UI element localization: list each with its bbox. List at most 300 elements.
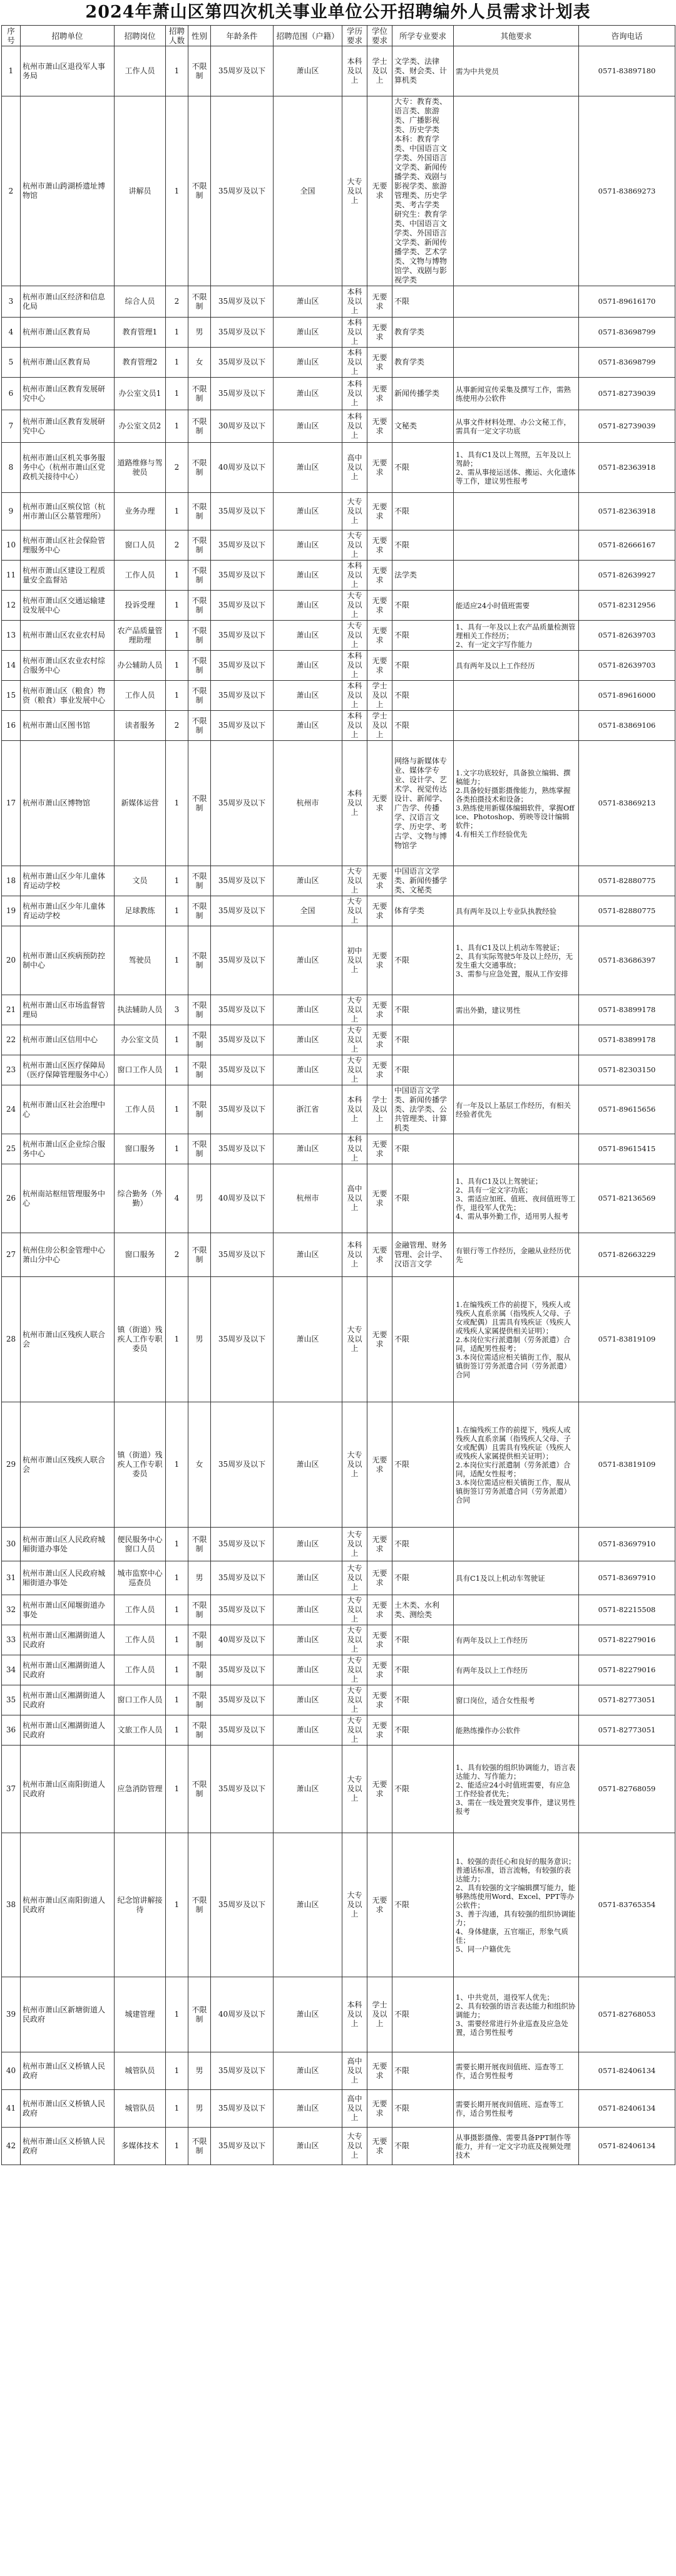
- phone-cell: 0571-83697910: [579, 1561, 675, 1595]
- residency-cell: 萧山区: [274, 591, 342, 621]
- table-row: [2, 621, 675, 651]
- other-requirements-cell: 具有C1及以上机动车驾驶证: [454, 1561, 579, 1595]
- employer-cell: 杭州市萧山区南阳街道人民政府: [21, 1746, 115, 1833]
- table-row: [2, 443, 675, 493]
- other-requirements-cell: 1、具有C1及以上驾照，五年及以上驾龄； 2、需从事接运送体、搬运、火化遗体等工作，建议男性报考: [454, 443, 579, 493]
- residency-cell: 全国: [274, 96, 342, 286]
- employer-cell: 杭州市萧山区教育发展研究中心: [21, 410, 115, 443]
- education-cell: 高中及以上: [342, 2090, 367, 2128]
- row-number-cell: 41: [2, 2090, 21, 2128]
- major-cell: 不限: [392, 1025, 454, 1055]
- employer-cell: 杭州南站枢纽管理服务中心: [21, 1164, 115, 1233]
- gender-cell: 不限制: [188, 741, 211, 866]
- employer-cell: 杭州市萧山区新塘街道人民政府: [21, 1977, 115, 2052]
- gender-cell: 不限制: [188, 591, 211, 621]
- position-cell: 窗口工作人员: [115, 1685, 166, 1715]
- headcount-cell: 2: [166, 443, 188, 493]
- employer-cell: 杭州市萧山区湘湖街道人民政府: [21, 1715, 115, 1746]
- major-cell: 金融管理、财务管理、会计学、汉语言文学: [392, 1233, 454, 1277]
- major-cell: 不限: [392, 1561, 454, 1595]
- employer-cell: 杭州市萧山区残疾人联合会: [21, 1402, 115, 1528]
- education-cell: 大专及以上: [342, 866, 367, 896]
- major-cell: 不限: [392, 651, 454, 681]
- age-cell: 35周岁及以下: [211, 741, 274, 866]
- row-number-cell: 13: [2, 621, 21, 651]
- degree-cell: 学士及以上: [367, 1977, 392, 2052]
- age-cell: 35周岁及以下: [211, 995, 274, 1025]
- employer-cell: 杭州市萧山区社会治理中心: [21, 1085, 115, 1134]
- table-row: [2, 1685, 675, 1715]
- gender-cell: 不限制: [188, 1055, 211, 1085]
- major-cell: 不限: [392, 1625, 454, 1655]
- other-requirements-cell: [454, 866, 579, 896]
- employer-cell: 杭州市萧山区市场监督管理局: [21, 995, 115, 1025]
- gender-cell: 不限制: [188, 443, 211, 493]
- age-cell: 35周岁及以下: [211, 1715, 274, 1746]
- residency-cell: 萧山区: [274, 46, 342, 96]
- phone-cell: 0571-82639927: [579, 561, 675, 591]
- residency-cell: 萧山区: [274, 621, 342, 651]
- residency-cell: 萧山区: [274, 1233, 342, 1277]
- row-number-cell: 22: [2, 1025, 21, 1055]
- headcount-cell: 2: [166, 286, 188, 318]
- major-cell: 教育学类: [392, 318, 454, 348]
- gender-cell: 不限制: [188, 866, 211, 896]
- other-requirements-cell: 需为中共党员: [454, 46, 579, 96]
- position-cell: 工作人员: [115, 561, 166, 591]
- row-number-cell: 17: [2, 741, 21, 866]
- gender-cell: 不限制: [188, 681, 211, 711]
- position-cell: 城市监察中心巡查员: [115, 1561, 166, 1595]
- table-body: [2, 46, 675, 2165]
- other-requirements-cell: [454, 561, 579, 591]
- education-cell: 高中及以上: [342, 443, 367, 493]
- headcount-cell: 1: [166, 1402, 188, 1528]
- employer-cell: 杭州市萧山区退役军人事务局: [21, 46, 115, 96]
- headcount-cell: 1: [166, 741, 188, 866]
- gender-cell: 不限制: [188, 1833, 211, 1977]
- position-cell: 工作人员: [115, 46, 166, 96]
- gender-cell: 不限制: [188, 1655, 211, 1685]
- phone-cell: 0571-89616000: [579, 681, 675, 711]
- major-cell: 不限: [392, 621, 454, 651]
- headcount-cell: 1: [166, 621, 188, 651]
- age-cell: 35周岁及以下: [211, 1685, 274, 1715]
- education-cell: 大专及以上: [342, 2128, 367, 2165]
- residency-cell: 萧山区: [274, 378, 342, 410]
- table-row: [2, 378, 675, 410]
- age-cell: 35周岁及以下: [211, 1025, 274, 1055]
- other-requirements-cell: 有银行等工作经历，金融从业经历优先: [454, 1233, 579, 1277]
- major-cell: 不限: [392, 1134, 454, 1164]
- age-cell: 35周岁及以下: [211, 2090, 274, 2128]
- phone-cell: 0571-83897180: [579, 46, 675, 96]
- row-number-cell: 14: [2, 651, 21, 681]
- major-cell: 不限: [392, 1277, 454, 1402]
- employer-cell: 杭州市萧山区教育发展研究中心: [21, 378, 115, 410]
- phone-cell: 0571-82773051: [579, 1715, 675, 1746]
- education-cell: 大专及以上: [342, 1715, 367, 1746]
- row-number-cell: 16: [2, 711, 21, 741]
- position-cell: 工作人员: [115, 1625, 166, 1655]
- major-cell: 新闻传播学类: [392, 378, 454, 410]
- residency-cell: 杭州市: [274, 741, 342, 866]
- residency-cell: 萧山区: [274, 2090, 342, 2128]
- phone-cell: 0571-82739039: [579, 378, 675, 410]
- position-cell: 办公室文员: [115, 1025, 166, 1055]
- table-row: [2, 1625, 675, 1655]
- phone-cell: 0571-82312956: [579, 591, 675, 621]
- education-cell: 本科及以上: [342, 1977, 367, 2052]
- residency-cell: 萧山区: [274, 530, 342, 561]
- gender-cell: 男: [188, 2052, 211, 2090]
- phone-cell: 0571-83765354: [579, 1833, 675, 1977]
- phone-cell: 0571-83869106: [579, 711, 675, 741]
- gender-cell: 男: [188, 318, 211, 348]
- major-cell: 文秘类: [392, 410, 454, 443]
- position-cell: 教育管理2: [115, 348, 166, 378]
- row-number-cell: 20: [2, 926, 21, 995]
- age-cell: 35周岁及以下: [211, 348, 274, 378]
- header-cell: 招聘范围（户籍）: [274, 26, 342, 46]
- other-requirements-cell: 从事摄影摄像、需要具备PPT制作等能力，并有一定文字功底及视频处理技术: [454, 2128, 579, 2165]
- header-cell: 招聘单位: [21, 26, 115, 46]
- age-cell: 35周岁及以下: [211, 2128, 274, 2165]
- employer-cell: 杭州市萧山区教育局: [21, 348, 115, 378]
- row-number-cell: 30: [2, 1528, 21, 1561]
- gender-cell: 不限制: [188, 1746, 211, 1833]
- education-cell: 大专及以上: [342, 1055, 367, 1085]
- major-cell: 不限: [392, 1685, 454, 1715]
- residency-cell: 萧山区: [274, 1746, 342, 1833]
- employer-cell: 杭州市萧山区建设工程质量安全监督站: [21, 561, 115, 591]
- gender-cell: 不限制: [188, 1715, 211, 1746]
- employer-cell: 杭州市萧山区闻堰街道办事处: [21, 1595, 115, 1625]
- other-requirements-cell: 1、中共党员，退役军人优先； 2、具有较强的语言表达能力和组织协调能力； 3、需要经常进行外业巡查及应急处置，适合男性报考: [454, 1977, 579, 2052]
- headcount-cell: 1: [166, 410, 188, 443]
- position-cell: 文员: [115, 866, 166, 896]
- phone-cell: 0571-82406134: [579, 2052, 675, 2090]
- position-cell: 镇（街道）残疾人工作专职委员: [115, 1402, 166, 1528]
- position-cell: 文旅工作人员: [115, 1715, 166, 1746]
- headcount-cell: 1: [166, 1085, 188, 1134]
- table-row: [2, 1595, 675, 1625]
- row-number-cell: 29: [2, 1402, 21, 1528]
- other-requirements-cell: [454, 1025, 579, 1055]
- residency-cell: 萧山区: [274, 1655, 342, 1685]
- residency-cell: 萧山区: [274, 286, 342, 318]
- other-requirements-cell: [454, 711, 579, 741]
- headcount-cell: 1: [166, 1134, 188, 1164]
- employer-cell: 杭州市萧山区湘湖街道人民政府: [21, 1655, 115, 1685]
- major-cell: 不限: [392, 2090, 454, 2128]
- employer-cell: 杭州市萧山区图书馆: [21, 711, 115, 741]
- headcount-cell: 1: [166, 1655, 188, 1685]
- row-number-cell: 36: [2, 1715, 21, 1746]
- position-cell: 执法辅助人员: [115, 995, 166, 1025]
- row-number-cell: 42: [2, 2128, 21, 2165]
- age-cell: 35周岁及以下: [211, 621, 274, 651]
- row-number-cell: 40: [2, 2052, 21, 2090]
- row-number-cell: 2: [2, 96, 21, 286]
- education-cell: 大专及以上: [342, 621, 367, 651]
- residency-cell: 萧山区: [274, 410, 342, 443]
- age-cell: 35周岁及以下: [211, 530, 274, 561]
- phone-cell: 0571-82639703: [579, 621, 675, 651]
- phone-cell: 0571-82279016: [579, 1625, 675, 1655]
- headcount-cell: 1: [166, 318, 188, 348]
- employer-cell: 杭州市萧山区机关事务服务中心（杭州市萧山区党政机关接待中心）: [21, 443, 115, 493]
- education-cell: 本科及以上: [342, 1085, 367, 1134]
- gender-cell: 不限制: [188, 410, 211, 443]
- position-cell: 窗口服务: [115, 1233, 166, 1277]
- gender-cell: 男: [188, 2090, 211, 2128]
- age-cell: 35周岁及以下: [211, 1134, 274, 1164]
- table-row: [2, 286, 675, 318]
- employer-cell: 杭州市萧山区义桥镇人民政府: [21, 2128, 115, 2165]
- table-row: [2, 1715, 675, 1746]
- employer-cell: 杭州市萧山区社会保险管理服务中心: [21, 530, 115, 561]
- position-cell: 足球教练: [115, 896, 166, 926]
- position-cell: 业务办理: [115, 493, 166, 530]
- headcount-cell: 1: [166, 591, 188, 621]
- residency-cell: 萧山区: [274, 1025, 342, 1055]
- employer-cell: 杭州市萧山区南阳街道人民政府: [21, 1833, 115, 1977]
- other-requirements-cell: 需要长期开展夜间值班、巡查等工作，适合男性报考: [454, 2090, 579, 2128]
- education-cell: 本科及以上: [342, 741, 367, 866]
- row-number-cell: 33: [2, 1625, 21, 1655]
- age-cell: 35周岁及以下: [211, 1746, 274, 1833]
- degree-cell: 无要求: [367, 1233, 392, 1277]
- row-number-cell: 7: [2, 410, 21, 443]
- table-row: [2, 561, 675, 591]
- row-number-cell: 39: [2, 1977, 21, 2052]
- employer-cell: 杭州市萧山区农业农村综合服务中心: [21, 651, 115, 681]
- residency-cell: 萧山区: [274, 711, 342, 741]
- degree-cell: 无要求: [367, 410, 392, 443]
- phone-cell: 0571-83686397: [579, 926, 675, 995]
- headcount-cell: 1: [166, 1746, 188, 1833]
- row-number-cell: 24: [2, 1085, 21, 1134]
- headcount-cell: 1: [166, 866, 188, 896]
- position-cell: 便民服务中心窗口人员: [115, 1528, 166, 1561]
- education-cell: 高中及以上: [342, 1164, 367, 1233]
- phone-cell: 0571-82303150: [579, 1055, 675, 1085]
- education-cell: 本科及以上: [342, 651, 367, 681]
- age-cell: 35周岁及以下: [211, 1833, 274, 1977]
- employer-cell: 杭州市萧山跨湖桥遗址博物馆: [21, 96, 115, 286]
- table-row: [2, 1528, 675, 1561]
- age-cell: 35周岁及以下: [211, 1085, 274, 1134]
- row-number-cell: 37: [2, 1746, 21, 1833]
- major-cell: 法学类: [392, 561, 454, 591]
- headcount-cell: 1: [166, 2090, 188, 2128]
- headcount-cell: 1: [166, 348, 188, 378]
- degree-cell: 无要求: [367, 1134, 392, 1164]
- table-row: [2, 1655, 675, 1685]
- headcount-cell: 1: [166, 1625, 188, 1655]
- table-row: [2, 1055, 675, 1085]
- phone-cell: 0571-82363918: [579, 443, 675, 493]
- degree-cell: 无要求: [367, 1746, 392, 1833]
- employer-cell: 杭州市萧山区少年儿童体育运动学校: [21, 866, 115, 896]
- headcount-cell: 2: [166, 1233, 188, 1277]
- row-number-cell: 3: [2, 286, 21, 318]
- other-requirements-cell: 有一年及以上基层工作经历，有相关经验者优先: [454, 1085, 579, 1134]
- other-requirements-cell: 能适应24小时值班需要: [454, 591, 579, 621]
- education-cell: 本科及以上: [342, 561, 367, 591]
- headcount-cell: 3: [166, 995, 188, 1025]
- table-row: [2, 96, 675, 286]
- table-row: [2, 995, 675, 1025]
- table-row: [2, 896, 675, 926]
- table-row: [2, 1164, 675, 1233]
- other-requirements-cell: [454, 681, 579, 711]
- age-cell: 35周岁及以下: [211, 2052, 274, 2090]
- age-cell: 40周岁及以下: [211, 1977, 274, 2052]
- phone-cell: 0571-82406134: [579, 2090, 675, 2128]
- degree-cell: 无要求: [367, 1715, 392, 1746]
- education-cell: 本科及以上: [342, 711, 367, 741]
- table-row: [2, 681, 675, 711]
- row-number-cell: 12: [2, 591, 21, 621]
- position-cell: 工作人员: [115, 681, 166, 711]
- age-cell: 35周岁及以下: [211, 1561, 274, 1595]
- row-number-cell: 1: [2, 46, 21, 96]
- age-cell: 35周岁及以下: [211, 318, 274, 348]
- age-cell: 35周岁及以下: [211, 1655, 274, 1685]
- age-cell: 30周岁及以下: [211, 410, 274, 443]
- table-row: [2, 530, 675, 561]
- gender-cell: 男: [188, 1277, 211, 1402]
- table-row: [2, 711, 675, 741]
- employer-cell: 杭州市萧山区经济和信息化局: [21, 286, 115, 318]
- headcount-cell: 1: [166, 2128, 188, 2165]
- major-cell: 网络与新媒体专业、媒体学专业、设计学、艺术学、视觉传达设计、新闻学、广告学、传播学、汉语言文学、历史学、考古学、文物与博物馆学: [392, 741, 454, 866]
- employer-cell: 杭州市萧山区教育局: [21, 318, 115, 348]
- employer-cell: 杭州市萧山区（粮食）物资（粮食）事业发展中心: [21, 681, 115, 711]
- age-cell: 35周岁及以下: [211, 896, 274, 926]
- gender-cell: 不限制: [188, 286, 211, 318]
- table-row: [2, 741, 675, 866]
- row-number-cell: 5: [2, 348, 21, 378]
- position-cell: 城建管理: [115, 1977, 166, 2052]
- education-cell: 大专及以上: [342, 1833, 367, 1977]
- headcount-cell: 1: [166, 1025, 188, 1055]
- row-number-cell: 21: [2, 995, 21, 1025]
- residency-cell: 萧山区: [274, 2052, 342, 2090]
- table-row: [2, 318, 675, 348]
- major-cell: 中国语言文学类、新闻传播学类、文秘类: [392, 866, 454, 896]
- table-row: [2, 2052, 675, 2090]
- residency-cell: 萧山区: [274, 493, 342, 530]
- gender-cell: 不限制: [188, 896, 211, 926]
- phone-cell: 0571-82739039: [579, 410, 675, 443]
- degree-cell: 无要求: [367, 1655, 392, 1685]
- headcount-cell: 1: [166, 1528, 188, 1561]
- position-cell: 新媒体运营: [115, 741, 166, 866]
- degree-cell: 无要求: [367, 1561, 392, 1595]
- table-row: [2, 2128, 675, 2165]
- table-row: [2, 1977, 675, 2052]
- degree-cell: 无要求: [367, 1402, 392, 1528]
- row-number-cell: 28: [2, 1277, 21, 1402]
- other-requirements-cell: [454, 530, 579, 561]
- degree-cell: 无要求: [367, 286, 392, 318]
- gender-cell: 女: [188, 348, 211, 378]
- position-cell: 镇（街道）残疾人工作专职委员: [115, 1277, 166, 1402]
- row-number-cell: 9: [2, 493, 21, 530]
- phone-cell: 0571-82768053: [579, 1977, 675, 2052]
- gender-cell: 不限制: [188, 1025, 211, 1055]
- degree-cell: 无要求: [367, 561, 392, 591]
- residency-cell: 萧山区: [274, 1055, 342, 1085]
- education-cell: 大专及以上: [342, 1625, 367, 1655]
- position-cell: 窗口工作人员: [115, 1055, 166, 1085]
- headcount-cell: 1: [166, 1977, 188, 2052]
- employer-cell: 杭州市萧山区义桥镇人民政府: [21, 2052, 115, 2090]
- other-requirements-cell: 1.在编残疾工作的前提下，残疾人或残疾人直系亲属（指残疾人父母、子女或配偶）且需具有残疾证（残疾人或残疾人家属提供相关证明）； 2.本岗位实行派遣制（劳务派遣）合同，适配女性报考； 3.本岗位需适应相关镇街工作，服从镇街签订劳务派遣合同（劳务派遣）合同: [454, 1402, 579, 1528]
- row-number-cell: 6: [2, 378, 21, 410]
- other-requirements-cell: [454, 1055, 579, 1085]
- headcount-cell: 1: [166, 2052, 188, 2090]
- gender-cell: 不限制: [188, 926, 211, 995]
- age-cell: 40周岁及以下: [211, 1625, 274, 1655]
- education-cell: 大专及以上: [342, 96, 367, 286]
- major-cell: 不限: [392, 1833, 454, 1977]
- other-requirements-cell: [454, 1595, 579, 1625]
- other-requirements-cell: 1、具有C1及以上机动车驾驶证； 2、具有实际驾驶5年及以上经历，无发生重大交通事故； 3、需参与应急处置，服从工作安排: [454, 926, 579, 995]
- residency-cell: 萧山区: [274, 1402, 342, 1528]
- education-cell: 大专及以上: [342, 1655, 367, 1685]
- phone-cell: 0571-83819109: [579, 1402, 675, 1528]
- degree-cell: 无要求: [367, 1625, 392, 1655]
- age-cell: 35周岁及以下: [211, 1233, 274, 1277]
- phone-cell: 0571-82639703: [579, 651, 675, 681]
- employer-cell: 杭州住房公积金管理中心萧山分中心: [21, 1233, 115, 1277]
- other-requirements-cell: 从事新闻宣传采集及撰写工作，需熟练使用办公软件: [454, 378, 579, 410]
- residency-cell: 萧山区: [274, 1561, 342, 1595]
- residency-cell: 萧山区: [274, 1595, 342, 1625]
- residency-cell: 萧山区: [274, 1715, 342, 1746]
- employer-cell: 杭州市萧山区企业综合服务中心: [21, 1134, 115, 1164]
- major-cell: 土木类、水利类、测绘类: [392, 1595, 454, 1625]
- gender-cell: 不限制: [188, 96, 211, 286]
- major-cell: 不限: [392, 493, 454, 530]
- gender-cell: 不限制: [188, 2128, 211, 2165]
- employer-cell: 杭州市萧山区人民政府城厢街道办事处: [21, 1561, 115, 1595]
- gender-cell: 不限制: [188, 1977, 211, 2052]
- education-cell: 大专及以上: [342, 1561, 367, 1595]
- phone-cell: 0571-82880775: [579, 866, 675, 896]
- age-cell: 35周岁及以下: [211, 561, 274, 591]
- phone-cell: 0571-82215508: [579, 1595, 675, 1625]
- degree-cell: 无要求: [367, 493, 392, 530]
- gender-cell: 不限制: [188, 561, 211, 591]
- education-cell: 大专及以上: [342, 1528, 367, 1561]
- major-cell: 大专：教育类、语言类、旅游类、广播影视类、历史学类 本科：教育学类、中国语言文学类、外国语言文学类、新闻传播学类、戏剧与影视学类、旅游管理类、历史学类、考古学类 研究生：教育学类、中国语言文学类、外国语言文学类、新闻传播学类、艺术学类、文物与博物馆学、戏剧与影视学类: [392, 96, 454, 286]
- phone-cell: 0571-83698799: [579, 348, 675, 378]
- recruitment-table: [1, 25, 675, 2165]
- gender-cell: 不限制: [188, 1685, 211, 1715]
- phone-cell: 0571-82880775: [579, 896, 675, 926]
- table-row: [2, 1134, 675, 1164]
- degree-cell: 无要求: [367, 621, 392, 651]
- row-number-cell: 32: [2, 1595, 21, 1625]
- major-cell: 不限: [392, 1715, 454, 1746]
- other-requirements-cell: [454, 1528, 579, 1561]
- age-cell: 35周岁及以下: [211, 681, 274, 711]
